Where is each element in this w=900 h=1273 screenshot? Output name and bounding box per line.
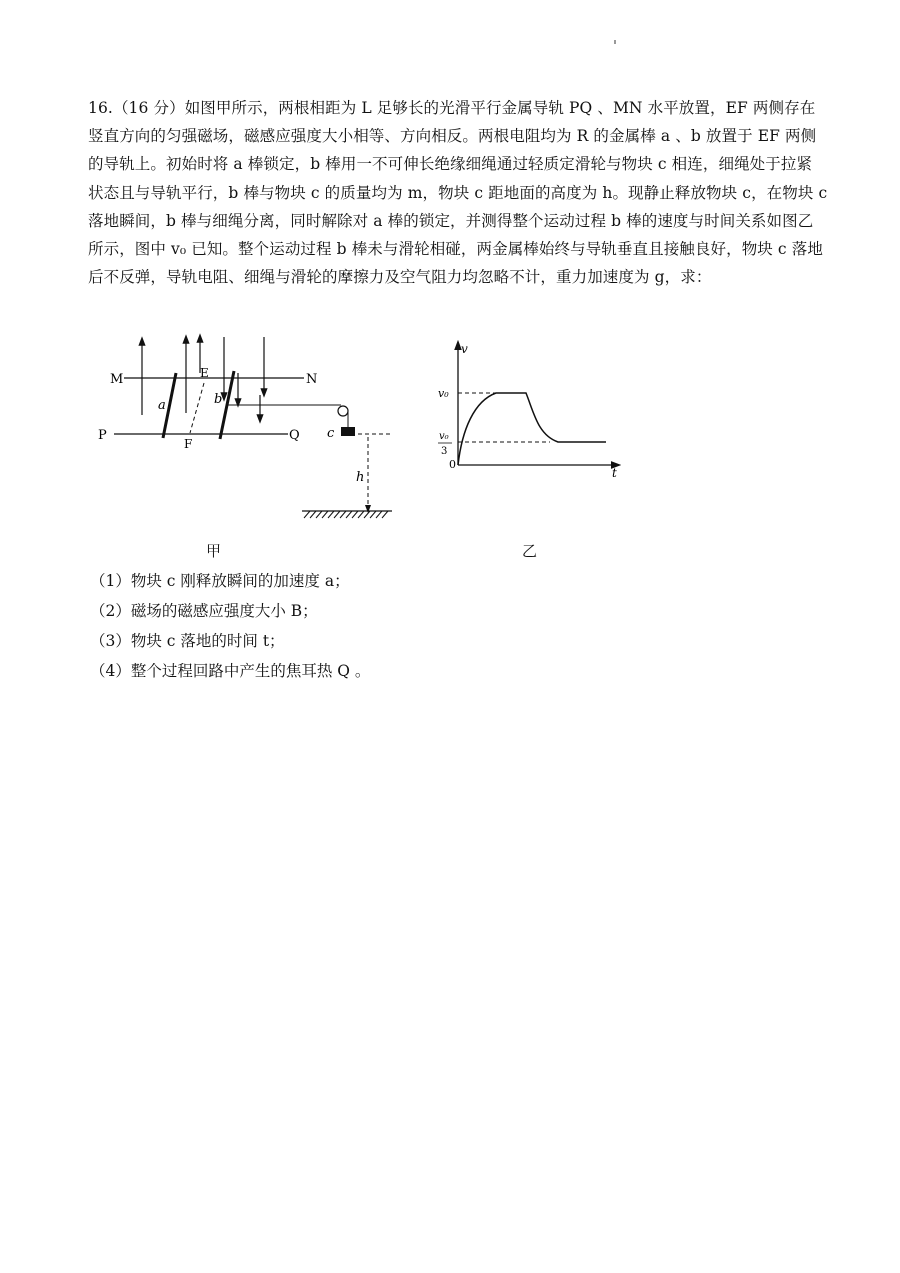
problem-line-6: 所示，图中 v₀ 已知。整个运动过程 b 棒未与滑轮相碰，两金属棒始终与导轨垂直且接触良好，物块 c 落地 — [88, 239, 823, 258]
problem-line-3: 的导轨上。初始时将 a 棒锁定，b 棒用一不可伸长绝缘细绳通过轻质定滑轮与物块 c 相连，细绳处于拉紧 — [88, 155, 813, 174]
question-2: （2）磁场的磁感应强度大小 B； — [90, 602, 318, 620]
boundary-ef — [190, 383, 204, 433]
page-mark — [614, 40, 616, 44]
label-m: M — [110, 372, 124, 387]
figure-jia-caption: 甲 — [206, 542, 222, 560]
label-a: a — [158, 398, 166, 413]
label-v: v — [461, 342, 468, 356]
problem-paragraph — [88, 94, 828, 291]
questions — [90, 566, 810, 686]
label-f: F — [184, 437, 193, 451]
label-n: N — [306, 372, 318, 387]
label-c: c — [327, 426, 335, 441]
label-h: h — [356, 470, 365, 485]
figure-yi-caption: 乙 — [522, 542, 538, 560]
problem-line-5: 落地瞬间，b 棒与细绳分离，同时解除对 a 棒的锁定，并测得整个运动过程 b 棒的速度与时间关系如图乙 — [88, 211, 814, 230]
label-e: E — [200, 366, 209, 380]
label-b: b — [214, 392, 223, 407]
figure-jia-diagram — [96, 333, 406, 523]
problem-line-1: 16.（16 分）如图甲所示，两根相距为 L 足够长的光滑平行金属导轨 PQ 、MN 水平放置，EF 两侧存在 — [88, 99, 816, 117]
problem-statement — [88, 94, 828, 291]
label-origin: 0 — [449, 458, 456, 471]
problem-line-7: 后不反弹，导轨电阻、细绳与滑轮的摩擦力及空气阻力均忽略不计，重力加速度为 g，求： — [88, 268, 712, 287]
question-3: （3）物块 c 落地的时间 t； — [90, 632, 285, 650]
pulley — [338, 406, 348, 416]
problem-line-4: 状态且与导轨平行，b 棒与物块 c 的质量均为 m，物块 c 距地面的高度为 h。现静止释放物块 c，在物块 c — [88, 183, 828, 202]
block-c — [341, 427, 355, 436]
label-v0-third-den: 3 — [441, 446, 448, 457]
label-t: t — [612, 466, 617, 480]
ground-hatch — [304, 511, 388, 518]
question-4: （4）整个过程回路中产生的焦耳热 Q 。 — [90, 662, 371, 680]
label-q: Q — [289, 428, 300, 443]
label-p: P — [98, 428, 107, 443]
problem-line-2: 竖直方向的匀强磁场，磁感应强度大小相等、方向相反。两根电阻均为 R 的金属棒 a 、b 放置于 EF 两侧 — [88, 127, 817, 146]
figures — [96, 333, 696, 563]
figure-yi-graph — [434, 335, 634, 495]
label-v0: v₀ — [438, 387, 449, 400]
question-1: （1）物块 c 刚释放瞬间的加速度 a； — [90, 572, 350, 590]
velocity-curve — [458, 393, 606, 465]
label-v0-third-num: v₀ — [439, 431, 449, 442]
